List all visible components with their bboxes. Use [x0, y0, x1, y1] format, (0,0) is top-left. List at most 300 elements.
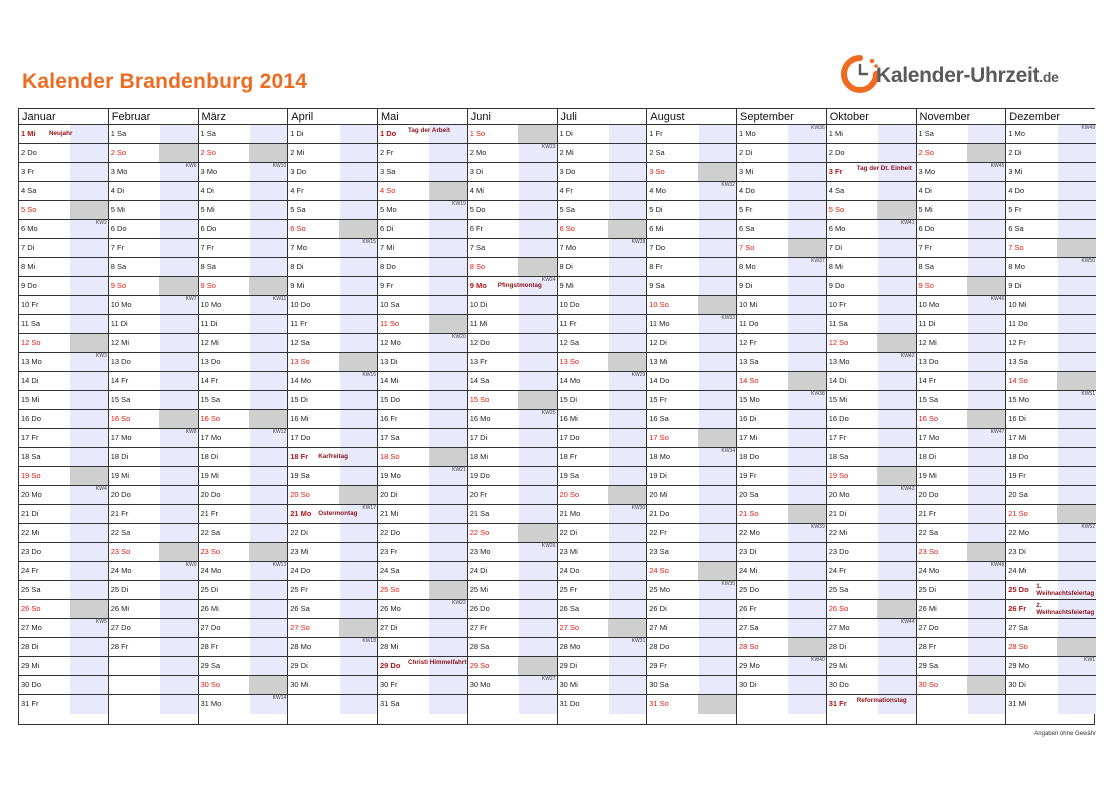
- day-label: 26 Sa: [559, 604, 580, 613]
- holiday-label: Tag der Arbeit: [408, 127, 450, 134]
- day-label: 16 Do: [21, 414, 42, 423]
- day-cell: [827, 201, 916, 220]
- day-label: 24 Fr: [21, 566, 39, 575]
- day-cell: [917, 543, 1006, 562]
- month-header: November: [917, 109, 1006, 125]
- day-label: 11 Do: [739, 319, 759, 328]
- day-label: 25 Fr: [290, 585, 308, 594]
- day-shade: [429, 524, 466, 542]
- day-shade: [70, 163, 107, 181]
- day-cell: [109, 543, 198, 562]
- day-label: 15 Do: [380, 395, 401, 404]
- day-label: 18 Sa: [21, 452, 41, 461]
- day-shade: [788, 353, 825, 371]
- day-label: 19 Do: [469, 471, 490, 480]
- day-label: 1 So: [469, 129, 486, 138]
- day-label: 5 Mo: [380, 205, 397, 214]
- day-shade: [160, 467, 197, 485]
- day-label: 1 Mo: [739, 129, 756, 138]
- day-shade: [250, 353, 287, 371]
- day-cell: [378, 125, 467, 144]
- day-cell: [19, 201, 108, 220]
- day-cell: [647, 486, 736, 505]
- day-shade: [250, 581, 287, 599]
- day-cell: [19, 676, 108, 695]
- day-shade: [339, 353, 377, 371]
- day-shade: [340, 315, 377, 333]
- day-label: 22 Fr: [649, 528, 667, 537]
- day-label: 30 Do: [21, 680, 42, 689]
- day-cell: [19, 638, 108, 657]
- day-cell: [199, 315, 288, 334]
- day-cell: [19, 619, 108, 638]
- day-label: 2 Sa: [649, 148, 665, 157]
- day-cell: [109, 638, 198, 657]
- day-label: 7 Fr: [918, 243, 932, 252]
- day-cell: [1006, 619, 1096, 638]
- day-label: 17 Sa: [380, 433, 400, 442]
- day-label: 27 Do: [200, 623, 221, 632]
- day-label: 14 Di: [21, 376, 39, 385]
- day-label: 11 So: [380, 319, 400, 328]
- day-cell: [378, 220, 467, 239]
- day-cell: [558, 600, 647, 619]
- day-shade: [159, 543, 197, 561]
- day-label: 3 Di: [469, 167, 484, 176]
- day-cell: [1006, 505, 1096, 524]
- day-shade: [249, 410, 287, 428]
- day-label: 16 Di: [739, 414, 757, 423]
- day-label: 9 So: [110, 281, 127, 290]
- week-number: KW24: [541, 277, 556, 283]
- day-label: 26 Mi: [110, 604, 130, 613]
- day-label: 23 Sa: [649, 547, 669, 556]
- day-cell: [288, 410, 377, 429]
- day-label: 4 Do: [739, 186, 755, 195]
- day-shade: [70, 543, 107, 561]
- day-shade: [340, 676, 377, 694]
- day-cell: [827, 220, 916, 239]
- day-label: 24 Mo: [200, 566, 222, 575]
- day-shade: [429, 429, 466, 447]
- day-label: 6 Sa: [739, 224, 755, 233]
- day-cell: [109, 600, 198, 619]
- day-cell: [647, 562, 736, 581]
- day-label: 1 Sa: [200, 129, 216, 138]
- empty-cell: [468, 695, 557, 714]
- day-label: 8 Sa: [200, 262, 216, 271]
- day-shade: [70, 410, 107, 428]
- day-shade: [788, 277, 825, 295]
- day-shade: [429, 315, 467, 333]
- day-shade: [340, 201, 377, 219]
- day-shade: [1058, 220, 1096, 238]
- day-cell: [378, 182, 467, 201]
- day-label: 2 Mi: [559, 148, 574, 157]
- day-cell: [109, 220, 198, 239]
- day-cell: [737, 638, 826, 657]
- day-cell: [109, 277, 198, 296]
- day-cell: [827, 695, 916, 714]
- day-cell: [109, 524, 198, 543]
- day-cell: [647, 239, 736, 258]
- day-cell: [468, 410, 557, 429]
- day-cell: [288, 163, 377, 182]
- day-shade: [609, 695, 646, 714]
- day-shade: [519, 220, 556, 238]
- day-label: 17 Mo: [200, 433, 222, 442]
- day-cell: [288, 182, 377, 201]
- day-label: 20 Fr: [469, 490, 488, 499]
- day-cell: [288, 638, 377, 657]
- day-label: 4 Mi: [469, 186, 484, 195]
- day-cell: [917, 315, 1006, 334]
- day-shade: [788, 296, 825, 314]
- day-shade: [968, 486, 1005, 504]
- day-label: 17 Mo: [918, 433, 940, 442]
- day-label: 7 Sa: [469, 243, 486, 252]
- day-label: 19 Fr: [1008, 471, 1026, 480]
- day-label: 26 Do: [469, 604, 490, 613]
- day-label: 16 Sa: [649, 414, 669, 423]
- day-cell: [827, 334, 916, 353]
- day-shade: [340, 429, 377, 447]
- month-header: Oktober: [827, 109, 916, 125]
- day-shade: [1058, 296, 1096, 314]
- day-label: 5 Sa: [290, 205, 306, 214]
- week-number: KW47: [990, 429, 1005, 435]
- week-number: KW27: [541, 676, 556, 682]
- day-shade: [519, 448, 556, 466]
- month-column: [827, 109, 917, 724]
- day-cell: [647, 505, 736, 524]
- day-cell: [19, 448, 108, 467]
- day-label: 15 Sa: [918, 395, 939, 404]
- day-label: 4 Sa: [828, 186, 845, 195]
- day-label: 5 Do: [469, 205, 486, 214]
- day-label: 4 Di: [918, 186, 932, 195]
- day-cell: [19, 467, 108, 486]
- day-cell: [917, 619, 1006, 638]
- week-number: KW13: [272, 562, 287, 568]
- day-label: 17 Mo: [110, 433, 132, 442]
- day-shade: [1058, 448, 1096, 466]
- day-cell: [378, 505, 467, 524]
- day-label: 7 Mo: [290, 243, 307, 252]
- day-label: 27 So: [559, 623, 580, 632]
- day-label: 11 Fr: [290, 319, 308, 328]
- day-cell: [737, 467, 826, 486]
- day-cell: [558, 220, 647, 239]
- day-cell: [288, 334, 377, 353]
- day-shade: [609, 277, 646, 295]
- week-number: KW37: [811, 258, 825, 264]
- day-cell: [19, 505, 108, 524]
- day-cell: [827, 372, 916, 391]
- day-label: 23 Fr: [380, 547, 398, 556]
- day-label: 12 Mi: [200, 338, 219, 347]
- day-label: 12 Fr: [739, 338, 757, 347]
- day-shade: [788, 486, 825, 504]
- day-cell: [647, 410, 736, 429]
- day-label: 26 Di: [649, 604, 667, 613]
- day-shade: [698, 429, 736, 447]
- day-cell: [558, 239, 647, 258]
- day-cell: [827, 676, 916, 695]
- day-label: 16 Fr: [380, 414, 398, 423]
- day-shade: [699, 144, 736, 162]
- day-shade: [250, 505, 287, 523]
- day-shade: [699, 220, 736, 238]
- day-cell: [468, 486, 557, 505]
- month-header: September: [737, 109, 826, 125]
- day-cell: [199, 239, 288, 258]
- week-number: KW8: [185, 429, 197, 435]
- day-cell: [378, 600, 467, 619]
- day-cell: [468, 562, 557, 581]
- day-cell: [199, 144, 288, 163]
- day-cell: [288, 144, 377, 163]
- day-label: 12 So: [828, 338, 849, 347]
- day-cell: [647, 201, 736, 220]
- day-shade: [70, 182, 107, 200]
- day-shade: [1057, 638, 1096, 656]
- day-label: 5 Di: [649, 205, 663, 214]
- day-label: 13 Di: [380, 357, 398, 366]
- day-cell: [378, 201, 467, 220]
- day-cell: [647, 600, 736, 619]
- day-shade: [519, 695, 556, 714]
- day-cell: [1006, 182, 1096, 201]
- day-label: 10 Mo: [918, 300, 940, 309]
- day-cell: [558, 353, 647, 372]
- day-shade: [788, 505, 826, 523]
- empty-cell: [917, 695, 1006, 714]
- day-shade: [788, 467, 825, 485]
- day-label: 29 Sa: [200, 661, 221, 670]
- day-cell: [827, 239, 916, 258]
- day-label: 9 Do: [828, 281, 845, 290]
- day-shade: [340, 543, 377, 561]
- day-cell: [558, 296, 647, 315]
- day-cell: [647, 125, 736, 144]
- day-label: 13 Do: [110, 357, 131, 366]
- day-cell: [827, 619, 916, 638]
- day-cell: [827, 391, 916, 410]
- day-shade: [250, 220, 287, 238]
- day-cell: [647, 638, 736, 657]
- day-cell: [199, 657, 288, 676]
- day-label: 12 Mo: [380, 338, 401, 347]
- day-shade: [1058, 467, 1096, 485]
- day-shade: [340, 163, 377, 181]
- day-label: 25 Di: [200, 585, 219, 594]
- day-cell: [647, 467, 736, 486]
- day-label: 22 Mo: [739, 528, 760, 537]
- week-number: KW11: [273, 296, 287, 302]
- day-label: 31 So: [649, 699, 669, 708]
- day-cell: [737, 220, 826, 239]
- day-shade: [609, 467, 646, 485]
- day-cell: [558, 182, 647, 201]
- day-shade: [699, 676, 736, 694]
- day-cell: [558, 657, 647, 676]
- day-label: 25 Sa: [828, 585, 849, 594]
- day-label: 12 Do: [469, 338, 490, 347]
- day-cell: [288, 201, 377, 220]
- day-shade: [160, 372, 197, 390]
- day-label: 18 So: [380, 452, 400, 461]
- day-shade: [518, 125, 556, 143]
- day-label: 22 Mi: [828, 528, 848, 537]
- day-label: 24 Fr: [828, 566, 847, 575]
- day-cell: [19, 258, 108, 277]
- day-label: 28 Di: [21, 642, 39, 651]
- day-label: 2 So: [200, 148, 216, 157]
- day-cell: [378, 410, 467, 429]
- day-cell: [737, 334, 826, 353]
- day-label: 3 So: [649, 167, 665, 176]
- day-shade: [340, 695, 377, 714]
- day-label: 11 Sa: [828, 319, 848, 328]
- day-shade: [519, 315, 556, 333]
- day-label: 20 So: [290, 490, 310, 499]
- day-label: 24 So: [649, 566, 669, 575]
- day-shade: [519, 201, 556, 219]
- day-label: 13 Mo: [828, 357, 850, 366]
- day-shade: [429, 353, 466, 371]
- day-shade: [609, 581, 646, 599]
- day-label: 24 Mi: [1008, 566, 1027, 575]
- day-label: 16 Di: [1008, 414, 1026, 423]
- day-label: 10 Di: [469, 300, 488, 309]
- day-label: 30 Di: [739, 680, 757, 689]
- day-cell: [827, 600, 916, 619]
- day-cell: [917, 562, 1006, 581]
- day-shade: [878, 562, 915, 580]
- day-shade: [160, 581, 197, 599]
- day-shade: [250, 201, 287, 219]
- day-label: 6 So: [559, 224, 575, 233]
- day-cell: [468, 638, 557, 657]
- day-label: 4 Sa: [21, 186, 37, 195]
- day-label: 15 Fr: [649, 395, 667, 404]
- day-shade: [878, 372, 915, 390]
- day-cell: [1006, 543, 1096, 562]
- day-shade: [609, 201, 646, 219]
- day-cell: [558, 334, 647, 353]
- day-cell: [737, 163, 826, 182]
- day-shade: [429, 676, 466, 694]
- day-cell: [558, 410, 647, 429]
- day-label: 6 Do: [110, 224, 127, 233]
- day-shade: [1058, 182, 1096, 200]
- day-shade: [70, 505, 107, 523]
- day-cell: [1006, 372, 1096, 391]
- day-shade: [967, 144, 1005, 162]
- day-label: 27 Sa: [739, 623, 759, 632]
- day-label: 23 Mo: [469, 547, 491, 556]
- day-cell: [109, 581, 198, 600]
- day-cell: [827, 144, 916, 163]
- day-shade: [250, 657, 287, 675]
- day-label: 22 Mi: [21, 528, 40, 537]
- month-header: März: [199, 109, 288, 125]
- day-cell: [19, 334, 108, 353]
- week-number: KW45: [990, 163, 1005, 169]
- day-shade: [1058, 201, 1096, 219]
- day-cell: [288, 277, 377, 296]
- day-cell: [288, 676, 377, 695]
- day-shade: [250, 239, 287, 257]
- day-label: 8 So: [469, 262, 486, 271]
- day-shade: [519, 581, 556, 599]
- day-shade: [340, 467, 377, 485]
- day-shade: [429, 505, 466, 523]
- day-label: 13 Sa: [739, 357, 759, 366]
- week-number: KW2: [95, 220, 107, 226]
- month-header: April: [288, 109, 377, 125]
- day-label: 14 So: [1008, 376, 1028, 385]
- day-cell: [288, 125, 377, 144]
- day-label: 12 Mi: [918, 338, 937, 347]
- day-label: 16 Mo: [469, 414, 491, 423]
- day-label: 29 Di: [290, 661, 308, 670]
- day-label: 27 Di: [380, 623, 398, 632]
- day-cell: [378, 163, 467, 182]
- day-label: 23 So: [200, 547, 221, 556]
- day-label: 16 Mi: [290, 414, 309, 423]
- day-shade: [429, 486, 466, 504]
- day-cell: [558, 163, 647, 182]
- day-label: 8 Sa: [110, 262, 127, 271]
- day-shade: [788, 410, 825, 428]
- day-label: 9 Mo: [469, 281, 487, 290]
- day-cell: [468, 391, 557, 410]
- day-label: 8 Sa: [918, 262, 934, 271]
- week-number: KW19: [452, 201, 466, 207]
- day-cell: [199, 695, 288, 714]
- day-cell: [827, 296, 916, 315]
- day-label: 20 Mo: [828, 490, 850, 499]
- day-shade: [788, 429, 825, 447]
- day-label: 20 So: [559, 490, 580, 499]
- day-label: 7 Mi: [380, 243, 395, 252]
- month-column: [737, 109, 827, 724]
- day-shade: [70, 296, 107, 314]
- day-label: 20 Di: [380, 490, 398, 499]
- day-cell: [109, 562, 198, 581]
- day-label: 20 Sa: [1008, 490, 1028, 499]
- day-cell: [558, 676, 647, 695]
- day-label: 29 Do: [380, 661, 401, 670]
- day-cell: [827, 258, 916, 277]
- day-shade: [699, 277, 736, 295]
- day-label: 2 Fr: [380, 148, 394, 157]
- day-label: 17 Do: [290, 433, 311, 442]
- month-header: August: [647, 109, 736, 125]
- day-cell: [737, 657, 826, 676]
- day-cell: [737, 448, 826, 467]
- day-cell: [827, 467, 916, 486]
- day-label: 25 Di: [918, 585, 937, 594]
- day-cell: [1006, 600, 1096, 619]
- day-cell: [737, 543, 826, 562]
- day-label: 13 So: [559, 357, 580, 366]
- day-shade: [429, 258, 466, 276]
- day-label: 24 Mi: [739, 566, 758, 575]
- day-label: 9 Do: [21, 281, 37, 290]
